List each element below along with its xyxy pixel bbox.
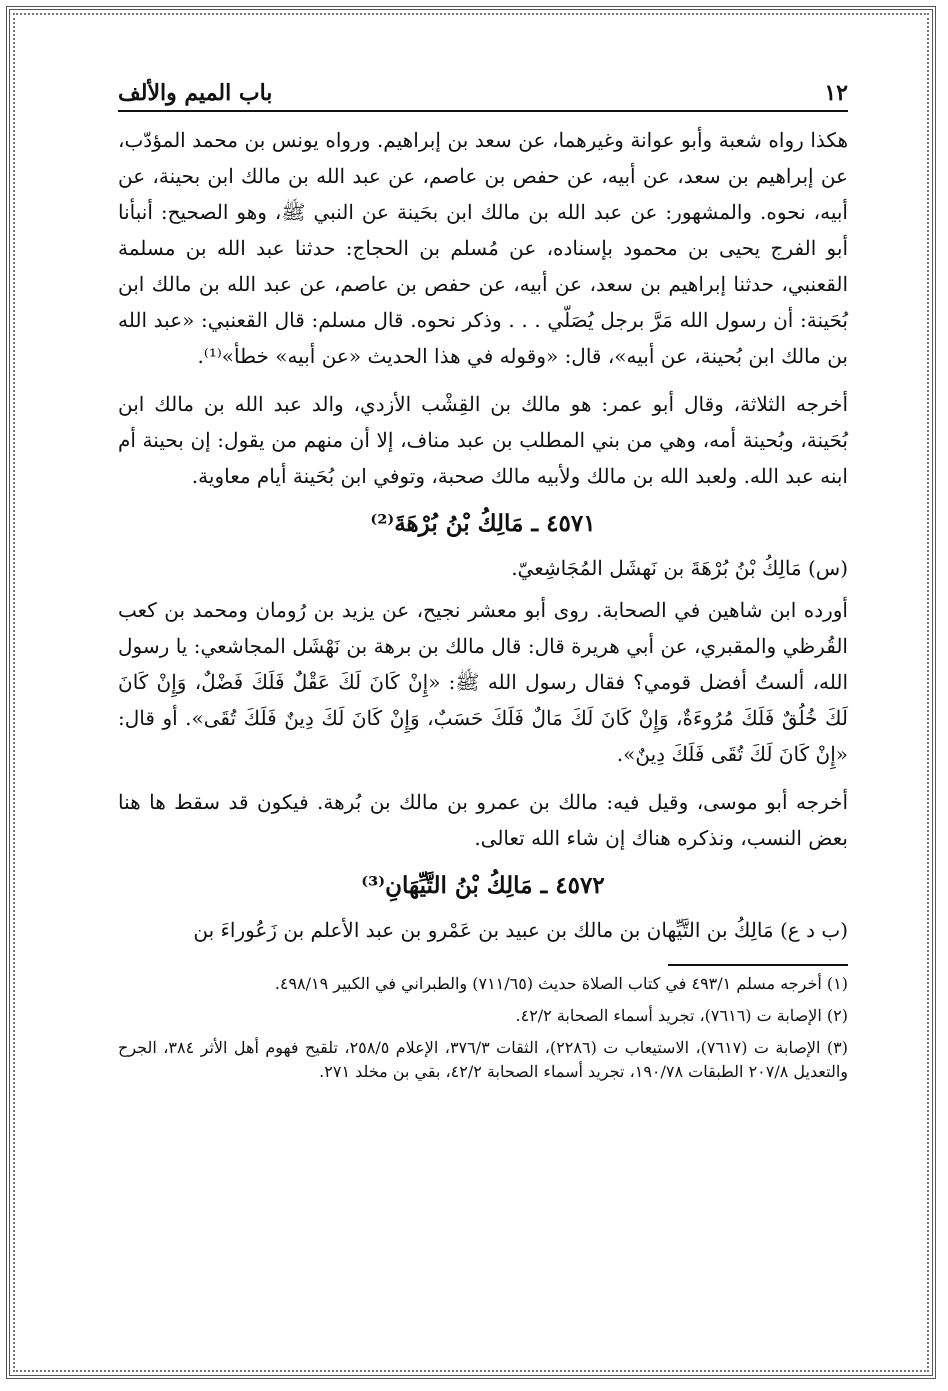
footnote-separator bbox=[668, 964, 848, 966]
entry-subtitle-4571: (س) مَالِكُ بْنُ بُرْهَةَ بن نَهشَل المُجَاشِعيّ. bbox=[511, 556, 848, 580]
footnote-2: (٢) الإصابة ت (٧٦١٦)، تجريد أسماء الصحابة ٤٢/٢. bbox=[515, 1006, 848, 1025]
entry-4571-paragraph-1: أورده ابن شاهين في الصحابة. روى أبو معشر نجيح، عن يزيد بن رُومان ومحمد بن كعب القُرظي والمقبري، عن أبي هريرة قال: قال مالك بن برهة بن نَهْشَل المجاشعي: يا رسول الله، ألستُ أفضل قومي؟ فقال رسول الله ﷺ: «إِنْ كَانَ لَكَ عَقْلٌ فَلَكَ فَضْلٌ، وَإِنْ كَانَ لَكَ خُلُقٌ فَلَكَ مُرُوءَةٌ، وَإِنْ كَانَ لَكَ مَالٌ فَلَكَ حَسَبٌ، وَإِنْ كَانَ لَكَ دِينٌ فَلَكَ تُقَى». أو قال: «إِنْ كَانَ لَكَ تُقَى فَلَكَ دِينٌ». bbox=[118, 598, 848, 766]
entry-heading-4571: ٤٥٧١ ـ مَالِكُ بْنُ بُرْهَةَ⁽²⁾ bbox=[370, 510, 596, 537]
book-page bbox=[118, 66, 848, 1092]
footnote-3: (٣) الإصابة ت (٧٦١٧)، الاستيعاب ت (٢٢٨٦)، الثقات ٣٧٦/٣، الإعلام ٢٥٨/٥، تلقيح فهوم أهل الأثر ٣٨٤، الجرح والتعديل ٢٠٧/٨ الطبقات ١٩٠/٧٨، تجريد أسماء الصحابة ٤٢/٢، بقي بن مخلد ٢٧١. bbox=[118, 1038, 849, 1081]
entry-subtitle-4572: (ب د ع) مَالِكُ بن التَّيِّهان بن مالك بن عبيد بن عَمْرو بن عبد الأعلم بن زَعُوراءَ بن bbox=[193, 918, 848, 942]
footnote-1: (١) أخرجه مسلم ٤٩٣/١ في كتاب الصلاة حديث (٧١١/٦٥) والطبراني في الكبير ٤٩٨/١٩. bbox=[274, 974, 848, 993]
main-text bbox=[118, 122, 848, 948]
entry-heading-4572: ٤٥٧٢ ـ مَالِكُ بْنُ التَّيِّهَانِ⁽³⁾ bbox=[361, 872, 605, 899]
entry-4571-paragraph-2: أخرجه أبو موسى، وقيل فيه: مالك بن عمرو بن مالك بن بُرهة. فيكون قد سقط ها هنا بعض النسب، ونذكره هناك إن شاء الله تعالى. bbox=[118, 790, 848, 850]
page-number: ١٢ bbox=[824, 80, 848, 106]
footnotes bbox=[118, 972, 848, 1084]
running-header bbox=[118, 66, 848, 112]
paragraph-1: هكذا رواه شعبة وأبو عوانة وغيرهما، عن سعد بن إبراهيم. ورواه يونس بن محمد المؤدّب، عن إبراهيم بن سعد، عن أبيه، عن حفص بن عاصم، عن عبد الله بن مالك ابن بحينة، عن أبيه، نحوه. والمشهور: عن عبد الله بن مالك ابن بحَينة عن النبي ﷺ، وهو الصحيح: أنبأنا أبو الفرج يحيى بن محمود بإسناده، عن مُسلم بن الحجاج: حدثنا عبد الله بن مسلمة القعنبي، حدثنا إبراهيم بن سعد، عن أبيه، عن حفص بن عاصم، عن عبد الله بن مالك ابن بُحَينة: أن رسول الله مَرَّ برجل يُصَلّي . . . وذكر نحوه. قال مسلم: قال القعنبي: «عبد الله بن مالك ابن بُحينة، عن أبيه»، قال: «وقوله في هذا الحديث «عن أبيه» خطأ»⁽¹⁾. bbox=[118, 128, 848, 368]
chapter-title: باب الميم والألف bbox=[118, 80, 273, 106]
paragraph-2: أخرجه الثلاثة، وقال أبو عمر: هو مالك بن القِشْب الأزدي، والد عبد الله بن مالك ابن بُحَينة، وبُحينة أمه، وهي من بني المطلب بن عبد مناف، إلا أن منهم من يقول: إن بحينة أم ابنه عبد الله. ولعبد الله بن مالك ولأبيه مالك صحبة، وتوفي ابن بُحَينة أيام معاوية. bbox=[118, 392, 848, 488]
